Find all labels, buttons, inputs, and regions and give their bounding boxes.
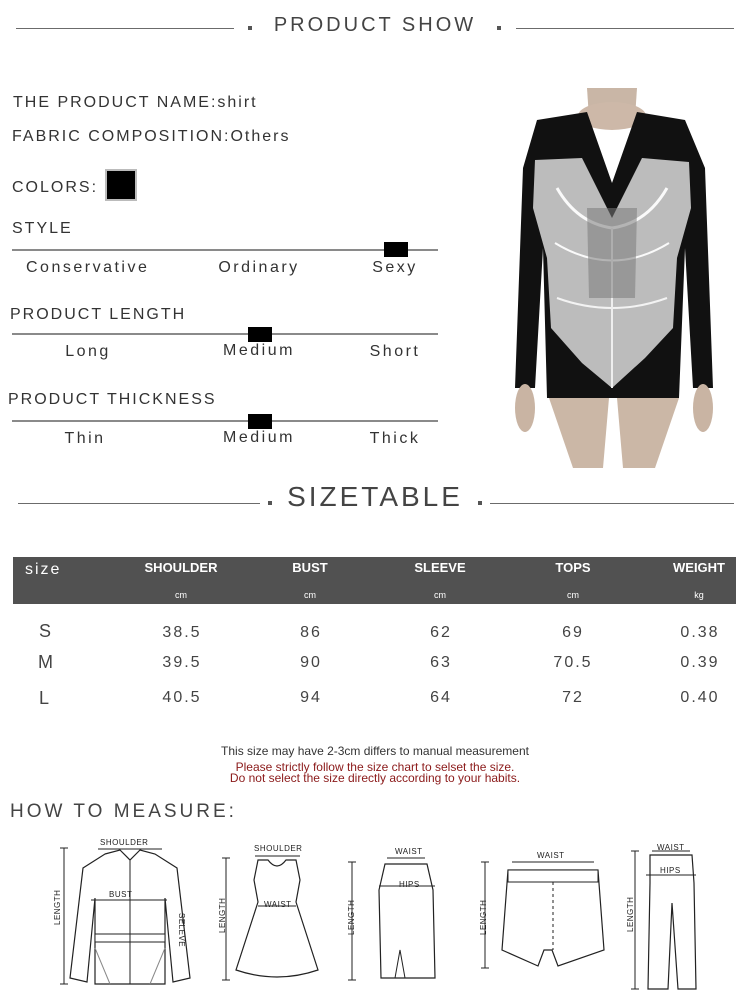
table-cell: 0.38 xyxy=(680,624,720,641)
table-cell: 38.5 xyxy=(162,624,202,641)
length-option-medium: Medium xyxy=(223,342,295,359)
style-option-sexy: Sexy xyxy=(372,259,418,276)
header-square-right xyxy=(497,26,501,30)
product-photo xyxy=(477,88,747,468)
length-label-1: LENGTH xyxy=(53,889,62,925)
table-cell: 40.5 xyxy=(162,689,202,706)
thickness-option-thick: Thick xyxy=(369,430,421,447)
table-cell: 62 xyxy=(430,624,452,641)
shorts-measure-diagram xyxy=(478,850,613,980)
length-scale-track xyxy=(12,333,438,335)
thickness-label: PRODUCT THICKNESS xyxy=(8,391,217,408)
length-label-5: LENGTH xyxy=(626,896,635,932)
table-cell: 86 xyxy=(300,624,322,641)
bust-label-1: BUST xyxy=(109,890,133,899)
table-cell: 72 xyxy=(562,689,584,706)
style-label: STYLE xyxy=(12,220,73,237)
sizetable-square-right xyxy=(478,501,482,505)
product-name: THE PRODUCT NAME:shirt xyxy=(13,94,258,111)
table-cell: 94 xyxy=(300,689,322,706)
col-header-weight: WEIGHT xyxy=(673,560,725,575)
hips-label-2: HIPS xyxy=(660,866,681,875)
warning-note-1: Please strictly follow the size chart to selset the size. xyxy=(235,760,515,774)
dress-measure-diagram xyxy=(220,850,330,985)
page-title: PRODUCT SHOW xyxy=(273,14,477,36)
sizetable-rule-right xyxy=(490,503,734,504)
length-option-long: Long xyxy=(65,343,111,360)
col-unit-bust: cm xyxy=(304,590,316,600)
waist-label-4: WAIST xyxy=(657,843,685,852)
table-cell: 63 xyxy=(430,654,452,671)
style-scale-track xyxy=(12,249,438,251)
style-option-ordinary: Ordinary xyxy=(218,259,300,276)
row-size-m: M xyxy=(38,652,53,672)
jacket-measure-diagram xyxy=(55,838,195,988)
waist-label-2: WAIST xyxy=(395,847,423,856)
thickness-option-medium: Medium xyxy=(223,429,295,446)
col-unit-weight: kg xyxy=(694,590,704,600)
fabric-composition: FABRIC COMPOSITION:Others xyxy=(12,128,291,145)
shoulder-label-2: SHOULDER xyxy=(254,844,303,853)
style-option-conservative: Conservative xyxy=(26,259,150,276)
size-header-label: size xyxy=(25,561,62,578)
style-scale-marker xyxy=(384,242,408,257)
table-cell: 39.5 xyxy=(162,654,202,671)
table-cell: 69 xyxy=(562,624,584,641)
col-unit-shoulder: cm xyxy=(175,590,187,600)
waist-label-3: WAIST xyxy=(537,851,565,860)
skirt-measure-diagram xyxy=(345,850,445,985)
length-label-2: LENGTH xyxy=(218,897,227,933)
colors-label: COLORS: xyxy=(12,179,99,196)
table-cell: 70.5 xyxy=(553,654,593,671)
hips-label-1: HIPS xyxy=(399,880,420,889)
shoulder-label-1: SHOULDER xyxy=(100,838,149,847)
table-cell: 64 xyxy=(430,689,452,706)
col-unit-sleeve: cm xyxy=(434,590,446,600)
col-header-tops: TOPS xyxy=(555,560,591,575)
row-size-s: S xyxy=(39,621,52,641)
length-label: PRODUCT LENGTH xyxy=(10,306,187,323)
length-scale-marker xyxy=(248,327,272,342)
length-label-4: LENGTH xyxy=(479,899,488,935)
header-rule-right xyxy=(516,28,734,29)
col-header-bust: BUST xyxy=(292,560,328,575)
table-cell: 90 xyxy=(300,654,322,671)
col-header-sleeve: SLEEVE xyxy=(414,560,466,575)
measurement-note: This size may have 2-3cm differs to manual measurement xyxy=(221,744,529,758)
how-to-measure-title: HOW TO MEASURE: xyxy=(10,801,237,822)
waist-label-1: WAIST xyxy=(264,900,292,909)
selve-label: SELEVE xyxy=(177,913,186,948)
length-option-short: Short xyxy=(369,343,421,360)
table-cell: 0.40 xyxy=(680,689,720,706)
row-size-l: L xyxy=(39,688,50,708)
size-table-header xyxy=(13,557,736,604)
thickness-scale-marker xyxy=(248,414,272,429)
warning-note-2: Do not select the size directly according to your habits. xyxy=(229,771,521,785)
col-unit-tops: cm xyxy=(567,590,579,600)
col-header-shoulder: SHOULDER xyxy=(144,560,218,575)
sizetable-title: SIZETABLE xyxy=(287,481,463,512)
color-swatch-black[interactable] xyxy=(105,169,137,201)
table-cell: 0.39 xyxy=(680,654,720,671)
thickness-scale-track xyxy=(12,420,438,422)
length-label-3: LENGTH xyxy=(347,899,356,935)
thickness-option-thin: Thin xyxy=(64,430,106,447)
